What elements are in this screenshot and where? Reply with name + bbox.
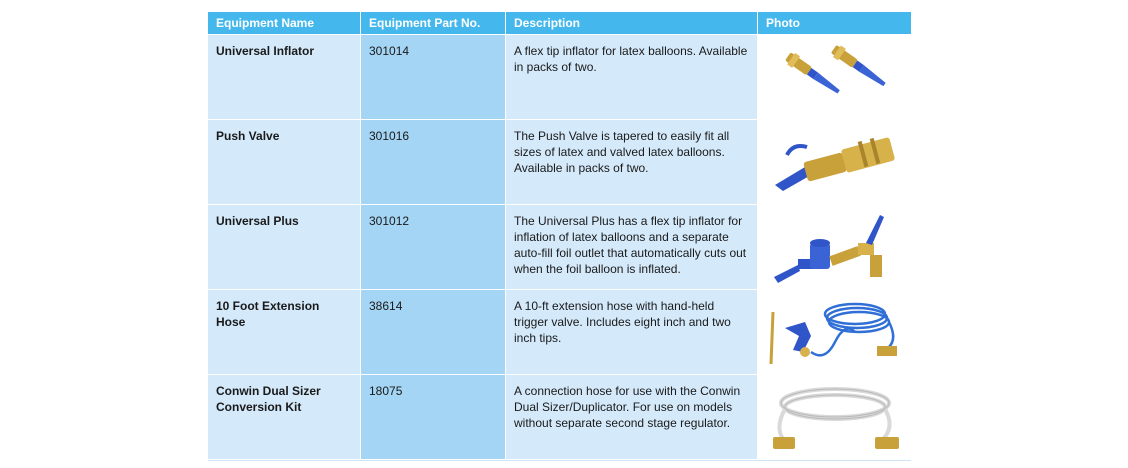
equipment-name: Universal Inflator	[208, 35, 361, 120]
conversion-kit-photo	[758, 375, 911, 460]
universal-plus-photo	[758, 205, 911, 290]
equipment-name: Push Valve	[208, 120, 361, 205]
header-part-no: Equipment Part No.	[361, 12, 506, 35]
table-header-row	[208, 12, 911, 35]
part-number: 301014	[361, 35, 506, 120]
equipment-name: 10 Foot Extension Hose	[208, 290, 361, 375]
extension-hose-icon	[765, 292, 905, 372]
equipment-table	[208, 12, 911, 461]
universal-inflator-icon	[770, 42, 900, 112]
header-photo: Photo	[758, 12, 911, 35]
universal-plus-icon	[770, 207, 900, 287]
part-number: 18075	[361, 375, 506, 460]
table-row	[208, 205, 911, 290]
description: A 10-ft extension hose with hand-held trigger valve. Includes eight inch and two inch tips.	[506, 290, 758, 375]
conversion-kit-icon	[765, 377, 905, 457]
table-row	[208, 120, 911, 205]
table-bottom-border	[208, 460, 911, 461]
table-row	[208, 290, 911, 375]
push-valve-icon	[765, 125, 905, 200]
description: A connection hose for use with the Conwin Dual Sizer/Duplicator. For use on models without separate second stage regulator.	[506, 375, 758, 460]
equipment-name: Conwin Dual Sizer Conversion Kit	[208, 375, 361, 460]
extension-hose-photo	[758, 290, 911, 375]
header-equipment-name: Equipment Name	[208, 12, 361, 35]
description: The Universal Plus has a flex tip inflator for inflation of latex balloons and a separate auto-fill foil outlet that automatically cuts out when the foil balloon is inflated.	[506, 205, 758, 290]
description: The Push Valve is tapered to easily fit all sizes of latex and valved latex balloons. Available in packs of two.	[506, 120, 758, 205]
equipment-name: Universal Plus	[208, 205, 361, 290]
push-valve-photo	[758, 120, 911, 205]
universal-inflator-photo	[758, 35, 911, 120]
part-number: 301012	[361, 205, 506, 290]
description: A flex tip inflator for latex balloons. Available in packs of two.	[506, 35, 758, 120]
part-number: 38614	[361, 290, 506, 375]
table-row	[208, 35, 911, 120]
header-description: Description	[506, 12, 758, 35]
table-row	[208, 375, 911, 460]
part-number: 301016	[361, 120, 506, 205]
